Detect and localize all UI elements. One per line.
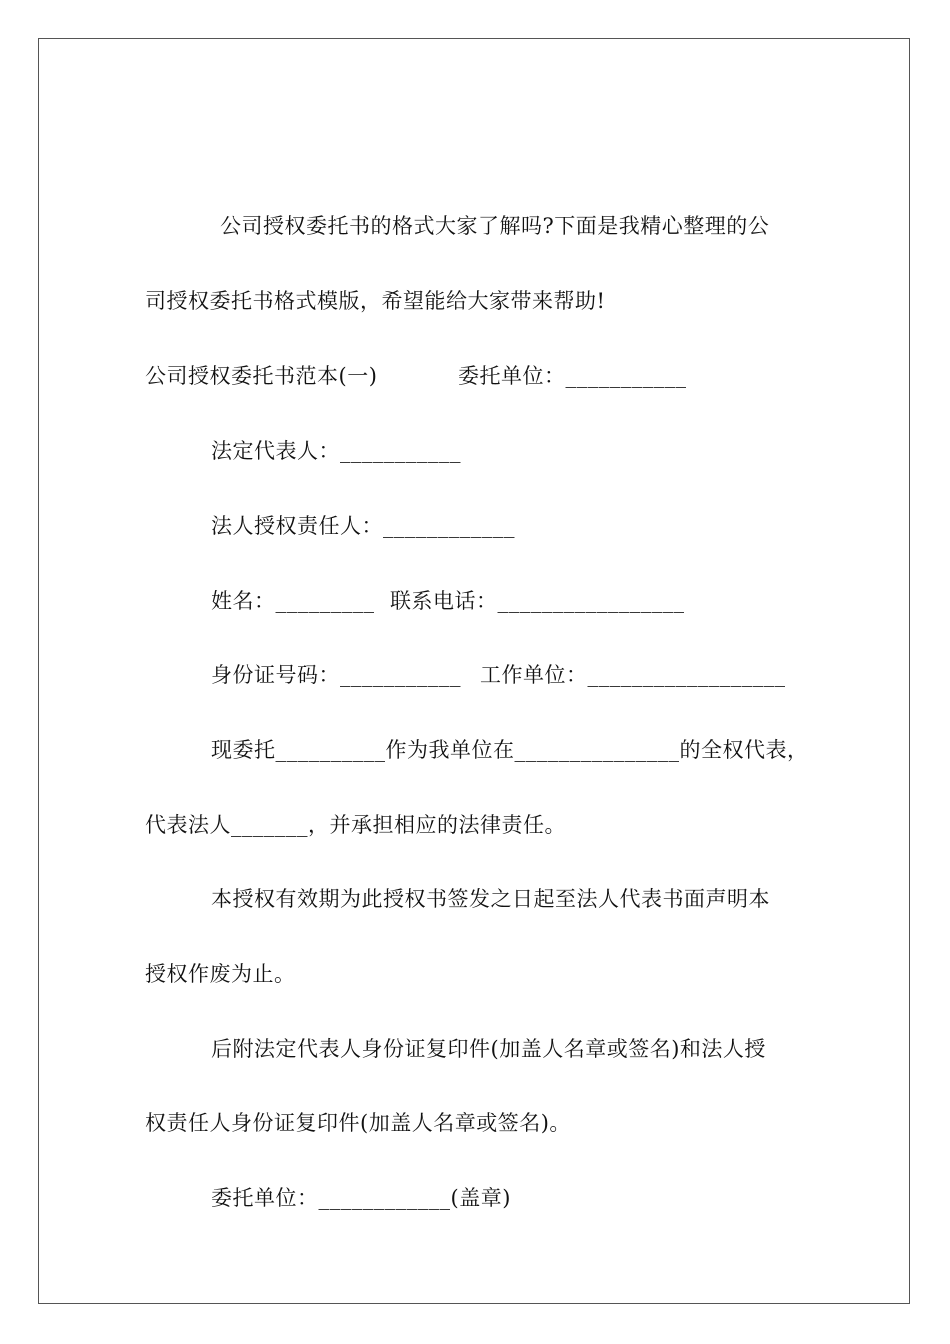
entrust-text-line-1: 现委托__________作为我单位在_______________的全权代表， (211, 738, 809, 762)
authorized-person-field: 法人授权责任人：____________ (211, 514, 515, 538)
client-unit-field: 委托单位：___________ (458, 364, 687, 388)
signature-field: 委托单位：____________(盖章) (211, 1186, 511, 1210)
intro-text-line-2: 司授权委托书格式模版，希望能给大家带来帮助! (145, 289, 606, 313)
name-field: 姓名：_________ (211, 589, 375, 613)
validity-text-line-2: 授权作废为止。 (145, 962, 296, 986)
attachment-text-line-2: 权责任人身份证复印件(加盖人名章或签名)。 (145, 1111, 571, 1135)
phone-field: 联系电话：_________________ (390, 589, 685, 613)
id-number-field: 身份证号码：___________ (211, 663, 461, 687)
work-unit-field: 工作单位：__________________ (480, 663, 786, 687)
intro-text-line-1: 公司授权委托书的格式大家了解吗?下面是我精心整理的公 (220, 214, 770, 238)
entrust-text-line-2: 代表法人_______，并承担相应的法律责任。 (145, 813, 566, 837)
legal-representative-field: 法定代表人：___________ (211, 439, 461, 463)
attachment-text-line-1: 后附法定代表人身份证复印件(加盖人名章或签名)和法人授 (211, 1037, 766, 1061)
sample-heading: 公司授权委托书范本(一) (145, 364, 378, 388)
validity-text-line-1: 本授权有效期为此授权书签发之日起至法人代表书面声明本 (211, 887, 770, 911)
